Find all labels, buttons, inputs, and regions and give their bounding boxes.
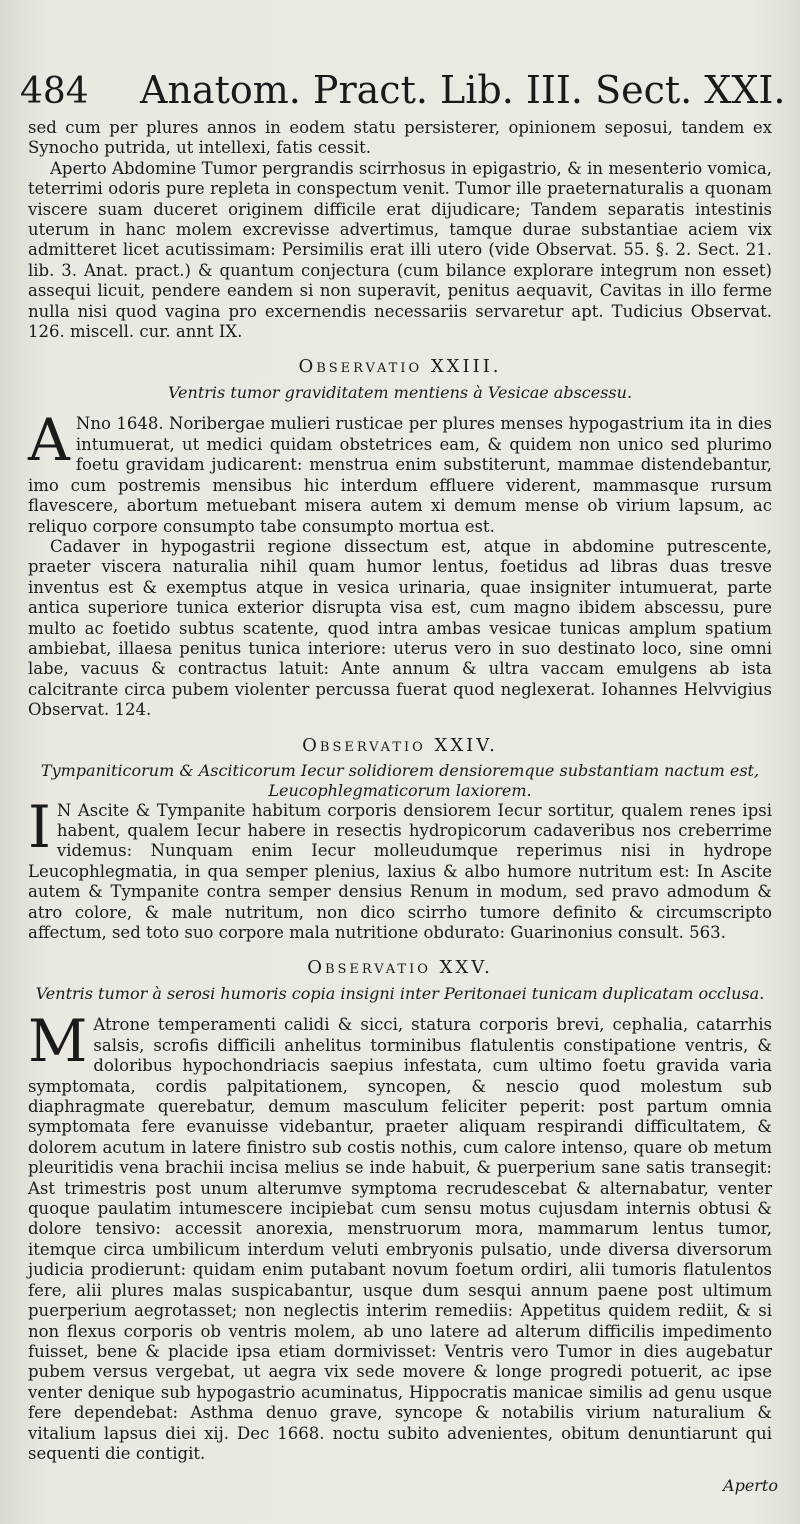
page-number: 484 (20, 71, 89, 112)
observation-23-text-1: Nno 1648. Noribergae mulieri rusticae per plures menses hypogastrium ita in dies intumuerat, ut medici quidam obstetrices eam, & quidem non unico sed plurimo foetu gravidam judicarent: menstrua enim substiterunt, mammae distendebantur, imo cum postremis mensibus hic interdum effluere viderent, mammasque rursum flavescere, abortum metuebant misera autem xi demum mense ob virium lapsum, ac reliquo corpore consumpto tabe consumpto mortua est. (28, 414, 772, 536)
observation-24-title: Observatio XXIV. (302, 734, 498, 756)
observation-25-title: Observatio XXV. (307, 957, 493, 979)
running-title: Anatom. Pract. Lib. III. Sect. XXI. (140, 68, 786, 112)
catchword: Aperto (723, 1476, 778, 1495)
observation-25-paragraph (28, 1007, 772, 1464)
dropcap-m: M (28, 1007, 88, 1076)
observation-25-text: Atrone temperamenti calidi & sicci, statura corporis brevi, cephalia, catarrhis salsis, scrofis difficili anhelitus torminibus flatulentis constipatione ventris, & doloribus hypochondriacis saepius infestata, cum ultimo foetu gravida varia symptomata, cordis palpitationem, syncopen, & nescio quod molestum sub diaphragmate querebatur, demum masculum feliciter peperit: post partum omnia symptomata fere evanuisse videbantur, praeter aliquam respirandi difficultatem, & dolorem acutum in latere finistro sub costis nothis, cum calore intenso, quare ob metum pleuritidis vena brachii incisa melius se inde habuit, & puerperium sane satis transegit: Ast trimestris post unum alterumve symptoma recrudescebat & alternabatur, venter quoque paulatim intumescere incipiebat cum sensu motus cujusdam internis obtusi & dolore tensivo: accessit anorexia, menstruorum mora, mammarum lentus tumor, itemque circa umbilicum interdum veluti embryonis pulsatio, unde diversa diversorum judicia prodierunt: quidam enim putabant novum foetum ordiri, alii tumoris flatulentos fere, alii plures malas suspicabantur, usque dum sesqui annum paene post ultimum puerperium aegrotasset; non neglectis interim remediis: Appetitus quidem rediit, & si non flexus corporis ob ventris molem, ab uno latere ad alterum difficilis impedimento fuisset, bene & placide ipsa etiam dormivisset: Ventris vero Tumor in dies augebatur pubem versus vergebat, ut aegra vix sede movere & longe progredi potuerit, ac ipse venter denique sub hypogastrio acuminatus, Hippocratis manicae similis ad genu usque fere dependebat: Asthma denuo grave, syncope & notabilis virium naturalium & vitalium lapsus diei xij. Dec 1668. noctu subito advenientes, obitum denuntiarunt qui sequenti die contigit. (28, 1015, 772, 1463)
observation-24-subtitle-line-2: Leucophlegmaticorum laxiorem. (268, 780, 532, 800)
observation-23-title: Observatio XXIII. (298, 356, 502, 378)
observation-24-text: N Ascite & Tympanite habitum corporis densiorem Iecur sortitur, qualem renes ipsi habent, qualem Iecur habere in resectis hydropicorum cadaveribus nos creberrime videmus: Nunquam enim Iecur molleudumque reperimus nisi in hydrope Leucophlegmatia, in qua semper plenius, laxius & albo humore nutritum est: In Ascite autem & Tympanite contra semper densius Renum in modum, sed pravo admodum & atro colore, & male nutritum, non dico scirrho tumore definito & circumscripto affectum, sed toto suo corpore mala nutritione obdurato: Guarinonius consult. 563. (28, 800, 772, 942)
aperto-paragraph: Aperto Abdomine Tumor pergrandis scirrhosus in epigastrio, & in mesenterio vomica, teterrimi odoris pure repleta in conspectum venit. Tumor ille praeternaturalis a quonam viscere suam duceret originem difficile erat dijudicare; Tandem separatis intestinis uterum in hanc molem excrevisse advertimus, tamque durae substantiae aciem vix admitteret licet acutissimam: Persimilis erat illi utero (vide Observat. 55. §. 2. Sect. 21. lib. 3. Anat. pract.) & quantum conjectura (cum bilance explorare integrum non esset) assequi licuit, pendere eandem si non superavit, penitus aequavit, Cavitas in illo ferme nulla nisi quod vagina pro excernendis necessariis servaretur apt. Tudicius Observat. 126. miscell. cur. annt IX. (28, 158, 772, 342)
dropcap-i: I (28, 792, 51, 861)
observation-24-paragraph (28, 792, 772, 944)
observation-24-subtitle-line-1: Tympaniticorum & Asciticorum Iecur solidiorem densioremque substantiam nactum est, (40, 760, 760, 780)
continuation-paragraph: sed cum per plures annos in eodem statu persisterer, opinionem seposui, tandem ex Synocho putrida, ut intellexi, fatis cessit. (28, 118, 772, 158)
observation-23-paragraph-2: Cadaver in hypogastrii regione dissectum est, atque in abdomine putrescente, praeter viscera naturalia nihil quam humor lentus, foetidus ad libras duas tresve inventus est & exemptus atque in vesica urinaria, quae insigniter intumuerat, parte antica superiore tunica exterior disrupta visa est, cum magno ibidem abscessu, pure multo ac foetido subtus scatente, quod intra ambas vesicae tunicas amplum spatium ambiebat, illaesa penitus tunica interiore: uterus vero in suo destinato loco, sine omni labe, vacuus & contractus latuit: Ante annum & ultra vaccam emulgens ab ista calcitrante circa pubem violenter percussa fuerat quod neglexerat. Iohannes Helvvigius Observat. 124. (28, 536, 772, 720)
observation-25-subtitle: Ventris tumor à serosi humoris copia insigni inter Peritonaei tunicam duplicatam occlusa. (35, 984, 765, 1004)
observation-23-paragraph-1 (28, 406, 772, 536)
running-header (20, 60, 786, 120)
page-body (28, 118, 772, 1464)
dropcap-a: A (28, 406, 70, 475)
observation-23-subtitle: Ventris tumor graviditatem mentiens à Vesicae abscessu. (167, 383, 633, 403)
